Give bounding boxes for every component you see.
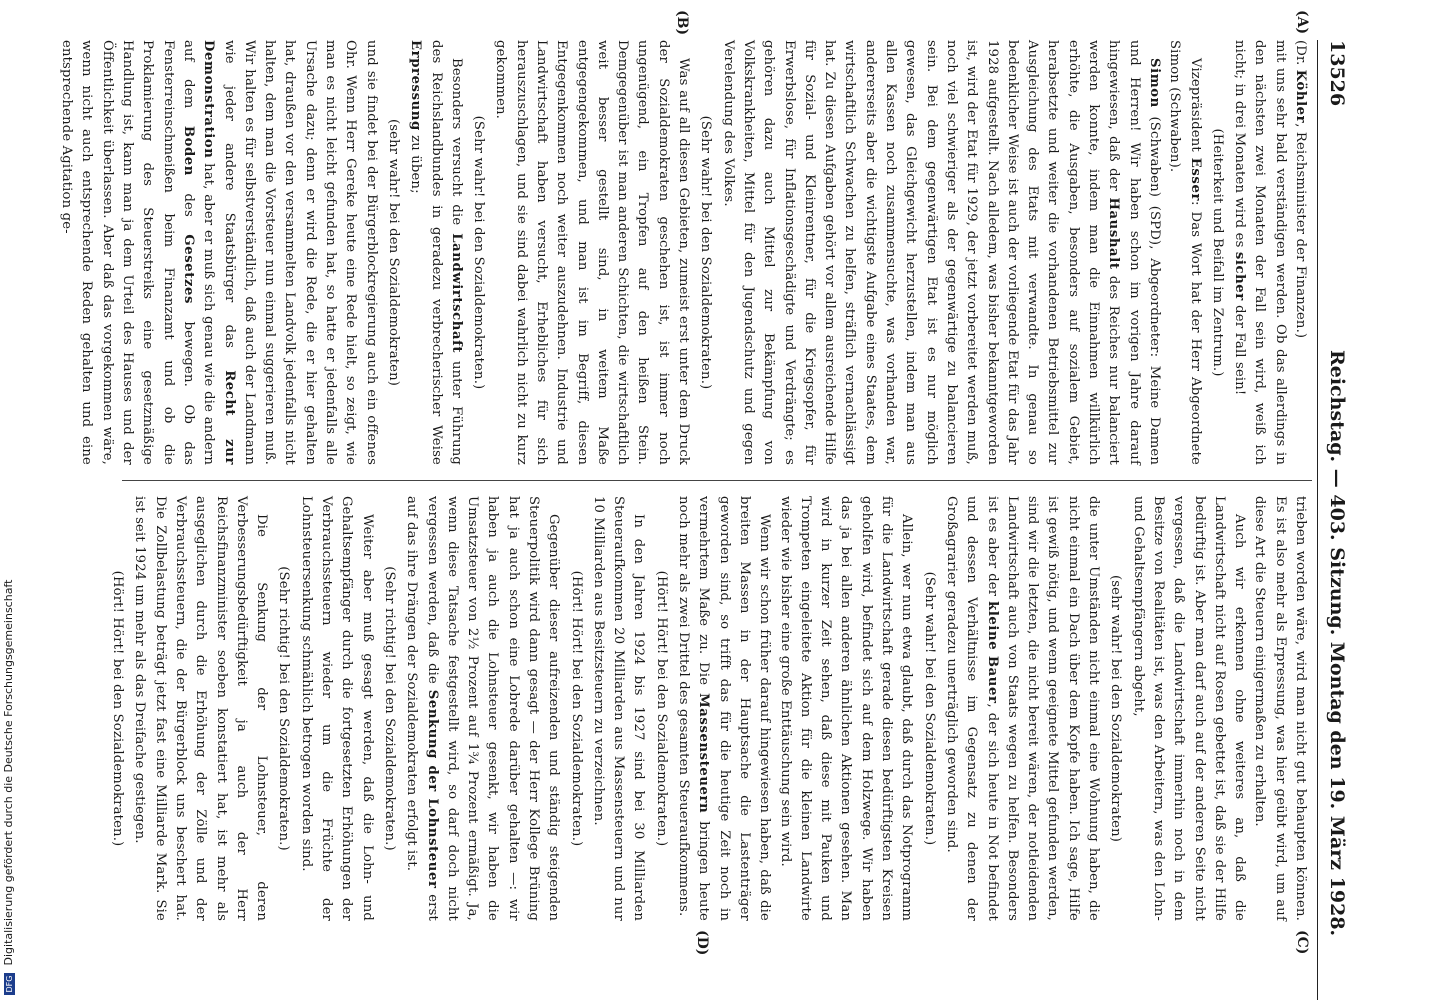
right-paragraph: Weiter aber muß gesagt werden, daß die Lohn- und Gehaltsempfänger durch die fortgesetzten Erhöhungen der Verbrauchssteuern wieder um die Früchte der Lohnsteuersenkung schmählich betrogen worden sind.	[298, 496, 375, 921]
left-paragraph: mit uns sehr bald verständigen werden. Ob das allerdings in den nächsten zwei Monaten der Fall sein wird, weiß ich nicht; in drei Monaten wird es sicher der Fall sein!	[1232, 40, 1288, 465]
left-interjection: (Sehr wahr! bei den Sozialdemokraten.)	[471, 115, 487, 390]
left-paragraph: und sie findet bei der Bürgerblockregierung auch ein offenes Ohr. Wenn Herr Gereke heute eine Rede hielt, so zeigt, wie man es nicht leicht gefunden hat, so hatte er jedenfalls alle Ursache dazu; denn er wird die Rede, die er hier gehalten hat, draußen vor den versammelten Landvolk jedenfalls nicht halten, dem man die Vorsteuer nun einmal suggerieren muß. Wir halten es für selbstverständlich, daß auch der Landmann wie jeder andere Staatsbürger das Recht zur Demonstration hat, aber er muß sich genau wie die andern auf dem Boden des Gesetzes bewegen. Ob das Fensterreinschmeißen beim Finanzamt und ob die Proklamierung des Steuerstreiks eine gesetzmäßige Handlung ist, kann man ja dem Urteil des Hauses und der Öffentlichkeit überlassen. Aber daß das vorgekommen wäre, wenn nicht auch entsprechende Reden gehalten und eine entsprechende Agitation ge-	[59, 40, 379, 466]
dfg-logo: DFG	[4, 973, 15, 995]
right-interjection: (Hört! Hört! bei den Sozialdemokraten.)	[110, 570, 126, 847]
right-text-column	[105, 496, 1310, 921]
right-paragraph: In den Jahren 1924 bis 1927 sind bei 30 Milliarden Steueraufkommen 20 Milliarden aus Massensteuern und nur 10 Milliarden aus Besitzsteuern zu verzeichnen.	[590, 496, 647, 921]
margin-mark-c: (C)	[1294, 930, 1310, 955]
left-paragraph: Simon (Schwaben) (SPD), Abgeordneter: Meine Damen und Herren! Wir haben schon im vorigen Jahre darauf hingewiesen, daß der Haushalt des Reiches nur balanciert werden konnte, indem man die Einnahmen willkürlich erhöhte, die Ausgaben, besonders auf sozialem Gebiet, herabsetzte und weiter die vorhandenen Betriebsmittel zur Ausgleichung des Etats mit verwandte. In genau so bedenklicher Weise ist auch der vorliegende Etat für das Jahr 1928 aufgestellt. Nach alledem, was bisher bekanntgeworden ist, wird der Etat für 1929, der jetzt vorbereitet werden muß, noch viel schwieriger als der gegenwärtige zu balancieren sein. Bei dem gegenwärtigen Etat ist es nur möglich gewesen, das Gleichgewicht herzustellen, indem man aus allen Kassen noch zusammensuchte, was vorhanden war, andererseits aber die wichtigste Aufgabe eines Staates, dem wirtschaftlich Schwachen zu helfen, sträflich vernachlässigt hat. Zu diesen Aufgaben gehört vor allem ausreichende Hilfe für Sozial- und Kleinrentner, für die Kriegsopfer, für Erwerbslose, für Inflationsgeschädigte und Verdrängte; es gehören dazu auch Mittel zur Bekämpfung von Volkskrankheiten, Mittel für den Jugendschutz und gegen Verelendung des Volkes.	[720, 40, 1162, 465]
right-paragraph: Die Senkung der Lohnsteuer, deren Verbesserungsbedürftigkeit ja auch der Herr Reichsfinanzminister soeben konstatiert hat, ist mehr als ausgeglichen durch die Erhöhung der Zölle und der Verbrauchssteuern, die der Bürgerblock uns beschert hat. Die Zollbelastung beträgt jetzt fast eine Milliarde Mark. Sie ist seit 1924 um mehr als das Dreifache gestiegen.	[132, 496, 270, 921]
left-paragraph: Besonders versucht die Landwirtschaft unter Führung des Reichslandbundes in geradezu verbrecherischer Weise Erpressung zu üben;	[408, 40, 464, 465]
right-interjection: (Sehr wahr! bei den Sozialdemokraten.)	[921, 571, 937, 846]
margin-mark-a: (A)	[1294, 10, 1310, 35]
digitization-credit	[2, 0, 16, 995]
credit-text: Digitalisierung gefördert durch die Deutsche Forschungsgemeinschaft	[2, 579, 15, 966]
right-paragraph: Allein, wer nun etwa glaubt, daß durch das Notprogramm für die Landwirtschaft gerade diesen bedürftigsten Kreisen geholfen wird, befindet sich auf dem Holzwege. Wir haben das ja bei allen anderen ähnlichen Aktionen gesehen. Man wird in kurzer Zeit sehen, daß diese mit Pauken und Trompeten eingeleitete Aktion für die kleinen Landwirte wieder wie bisher eine große Enttäuschung sein wird.	[777, 496, 915, 921]
right-interjection: (Sehr richtig! bei den Sozialdemokraten.)	[381, 566, 397, 851]
rotated-page-content	[59, 10, 1350, 956]
margin-mark-d: (D)	[694, 930, 710, 956]
margin-mark-b: (B)	[674, 10, 690, 36]
page-number: 13526	[1326, 40, 1348, 107]
running-title: Reichstag. — 403. Sitzung. Montag den 19. März 1928.	[1326, 350, 1348, 937]
left-paragraph: Was auf all diesen Gebieten, zumeist erst unter dem Druck der Sozialdemokraten geschehen ist, ist immer noch ungenügend, ein Tropfen auf den heißen Stein. Demgegenüber ist man anderen Schichten, die wirtschaftlich weit besser gestellt sind, in weitem Maße entgegengekommen, und man ist im Begriff, diesen Entgegenkommen noch weiter auszudehnen. Industrie und Landwirtschaft haben versucht, Erhebliches für sich herauszuschlagen, und sie sind dabei wahrlich nicht zu kurz gekommen.	[493, 40, 692, 465]
left-paragraph: (Dr. Köhler, Reichsminister der Finanzen.)	[1293, 40, 1308, 339]
right-interjection: (sehr wahr! bei den Sozialdemokraten)	[1108, 574, 1124, 843]
left-paragraph: Vizepräsident Esser: Das Wort hat der Herr Abgeordnete Simon (Schwaben).	[1167, 40, 1203, 466]
right-interjection: (Hört! Hört! bei den Sozialdemokraten.)	[568, 570, 584, 847]
right-paragraph: Wenn wir schon früher darauf hingewiesen haben, daß die breiten Massen in der Hauptsache die Lastenträger geworden sind, so trifft das für die heutige Zeit noch in vermehrtem Maße zu. Die Massensteuern bringen heute noch mehr als zwei Drittel des gesamten Steueraufkommens.	[676, 496, 773, 921]
right-paragraph: trieben worden wäre, wird man nicht gut behaupten können. Es ist also mehr als Erpressung, was hier geübt wird, um auf diese Art die Steuern einigermaßen zu erhalten.	[1252, 496, 1308, 921]
left-interjection: (sehr wahr! bei den Sozialdemokraten)	[385, 118, 401, 387]
right-paragraph: Gegenüber dieser aufreizenden und ständig steigenden Steuerpolitik wird dann gesagt — der Herr Kollege Brüning hat ja auch schon eine Lobrede darüber gehalten —: wir haben ja auch die Lohnsteuer gesenkt, wir haben die Umsatzsteuer von 2½ Prozent auf 1¾ Prozent ermäßigt. Ja, wenn diese Tatsache festgestellt wird, so darf doch nicht vergessen werden, daß die Senkung der Lohnsteuer erst auf das ihre Drängen der Sozialdemokraten erfolgt ist.	[404, 496, 562, 921]
header-rule	[1317, 40, 1318, 1000]
right-interjection: (Sehr richtig! bei den Sozialdemokraten.)	[276, 566, 292, 851]
page-header	[1320, 40, 1350, 940]
left-interjection: (Sehr wahr! bei den Sozialdemokraten.)	[698, 115, 714, 390]
right-paragraph: Auch wir erkennen ohne weiteres an, daß die Landwirtschaft nicht auf Rosen gebettet ist, daß sie der Hilfe bedürftig ist. Aber man darf auch auf der anderen Seite nicht vergessen, daß die Landwirtschaft immerhin noch in dem Besitze von Realitäten ist, was den Arbeitern, was den Lohn- und Gehaltsempfängern abgeht,	[1130, 496, 1248, 921]
right-interjection: (Hört! Hört! bei den Sozialdemokraten.)	[653, 570, 669, 847]
right-paragraph: die unter Umständen nicht einmal eine Wohnung haben, die nicht einmal ein Dach über dem Kopfe haben. Ich sage, Hilfe ist gewiß nötig, und wenn geeignete Mittel gefunden werden, sind wir die letzten, die nicht bereit wären, der notleidenden Landwirtschaft auch von Staats wegen zu helfen. Besonders ist es aber der kleine Bauer, der sich heute in Not befindet und dessen Verhältnisse im Gegensatz zu denen der Großagrarier geradezu unerträglich geworden sind.	[943, 496, 1102, 921]
left-interjection: (Heiterkeit und Beifall im Zentrum.)	[1209, 128, 1225, 377]
left-text-column	[56, 40, 1310, 465]
column-divider	[122, 480, 1312, 481]
